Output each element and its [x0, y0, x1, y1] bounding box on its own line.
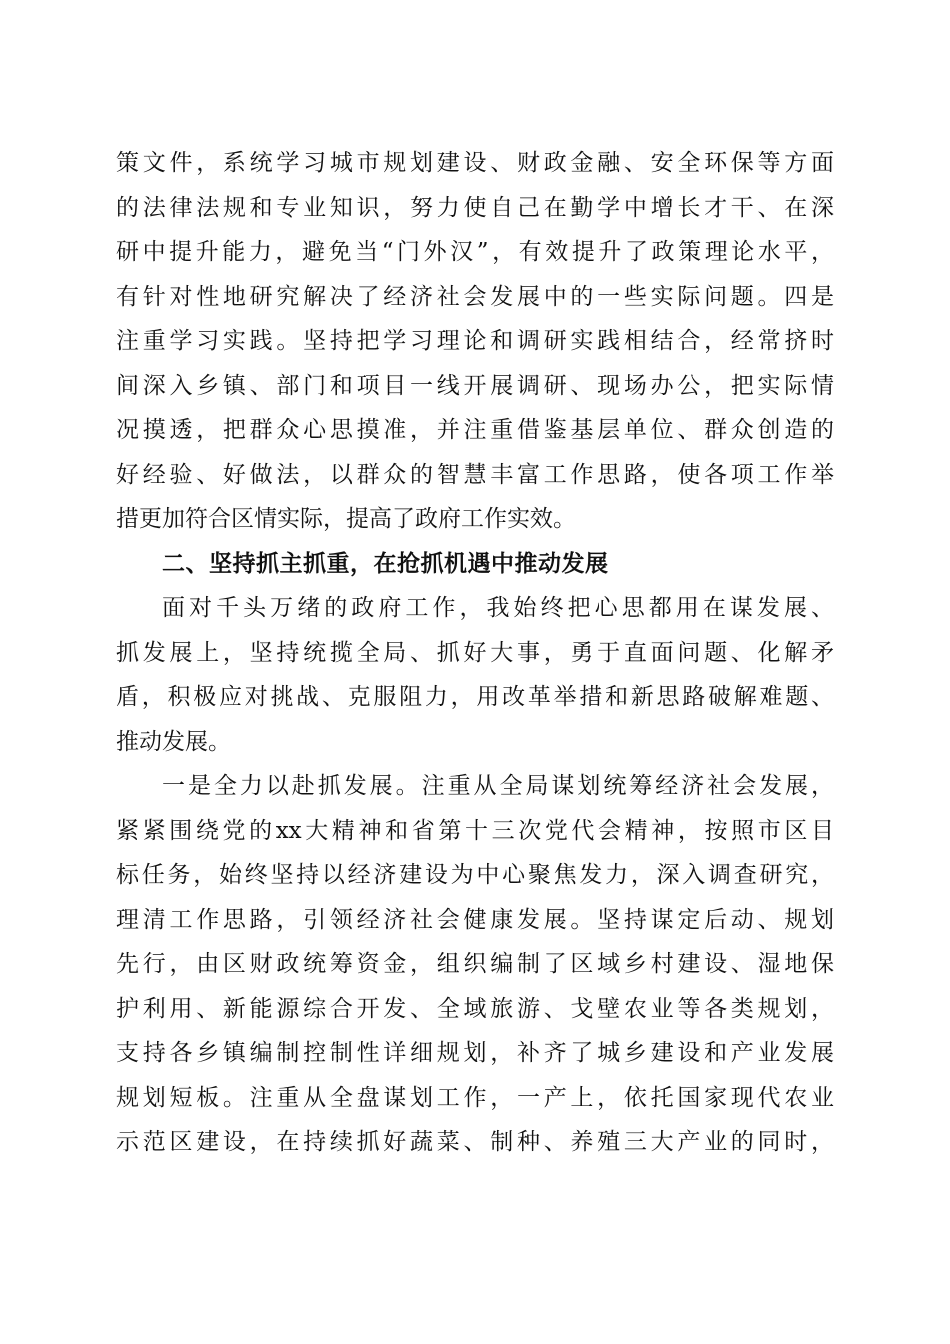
p1-line-9: 措更加符合区情实际，提高了政府工作实效。: [116, 506, 576, 532]
section-heading: 二、坚持抓主抓重，在抢抓机遇中推动发展: [162, 550, 609, 577]
p3-line-6: 护利用、新能源综合开发、全域旅游、戈壁农业等各类规划，: [116, 995, 834, 1022]
p3-first-rest: 注重从全局谋划统筹经济社会发展，: [421, 773, 835, 799]
p2-line-1: 面对千头万绪的政府工作，我始终把心思都用在谋发展、: [162, 595, 834, 621]
p2-line-2: 抓发展上，坚持统揽全局、抓好大事，勇于直面问题、化解矛: [116, 639, 834, 666]
p1-line-7: 况摸透，把群众心思摸准，并注重借鉴基层单位、群众创造的: [116, 417, 834, 443]
document-body: [116, 141, 834, 1165]
p3-line-3: 标任务，始终坚持以经济建设为中心聚焦发力，深入调查研究，: [116, 862, 834, 888]
p1-line-2: 的法律法规和专业知识，努力使自己在勤学中增长才干、在深: [116, 194, 834, 221]
p1-line-8: 好经验、好做法，以群众的智慧丰富工作思路，使各项工作举: [116, 461, 834, 488]
p3-line-9: 示范区建设，在持续抓好蔬菜、制种、养殖三大产业的同时，: [116, 1129, 834, 1155]
p3-line-1: [116, 764, 834, 809]
p3-line-8: 规划短板。注重从全盘谋划工作，一产上，依托国家现代农业: [116, 1084, 834, 1111]
p1-line-4: 有针对性地研究解决了经济社会发展中的一些实际问题。四是: [116, 283, 834, 310]
p1-line-5: 注重学习实践。坚持把学习理论和调研实践相结合，经常挤时: [116, 328, 834, 354]
p1-line-3: 研中提升能力，避免当“门外汉”，有效提升了政策理论水平，: [116, 239, 834, 265]
p2-line-4: 推动发展。: [116, 728, 231, 755]
p3-line-2: 紧紧围绕党的xx大精神和省第十三次党代会精神，按照市区目: [116, 817, 834, 844]
p3-lead-phrase: 一是全力以赴抓发展。: [162, 773, 422, 799]
p1-line-6: 间深入乡镇、部门和项目一线开展调研、现场办公，把实际情: [116, 372, 834, 399]
p1-line-1: 策文件，系统学习城市规划建设、财政金融、安全环保等方面: [116, 150, 834, 176]
p2-line-3: 盾，积极应对挑战、克服阻力，用改革举措和新思路破解难题、: [116, 684, 834, 710]
p3-line-7: 支持各乡镇编制控制性详细规划，补齐了城乡建设和产业发展: [116, 1040, 834, 1066]
p3-line-4: 理清工作思路，引领经济社会健康发展。坚持谋定后动、规划: [116, 906, 834, 933]
p3-line-5: 先行，由区财政统筹资金，组织编制了区域乡村建设、湿地保: [116, 951, 834, 977]
